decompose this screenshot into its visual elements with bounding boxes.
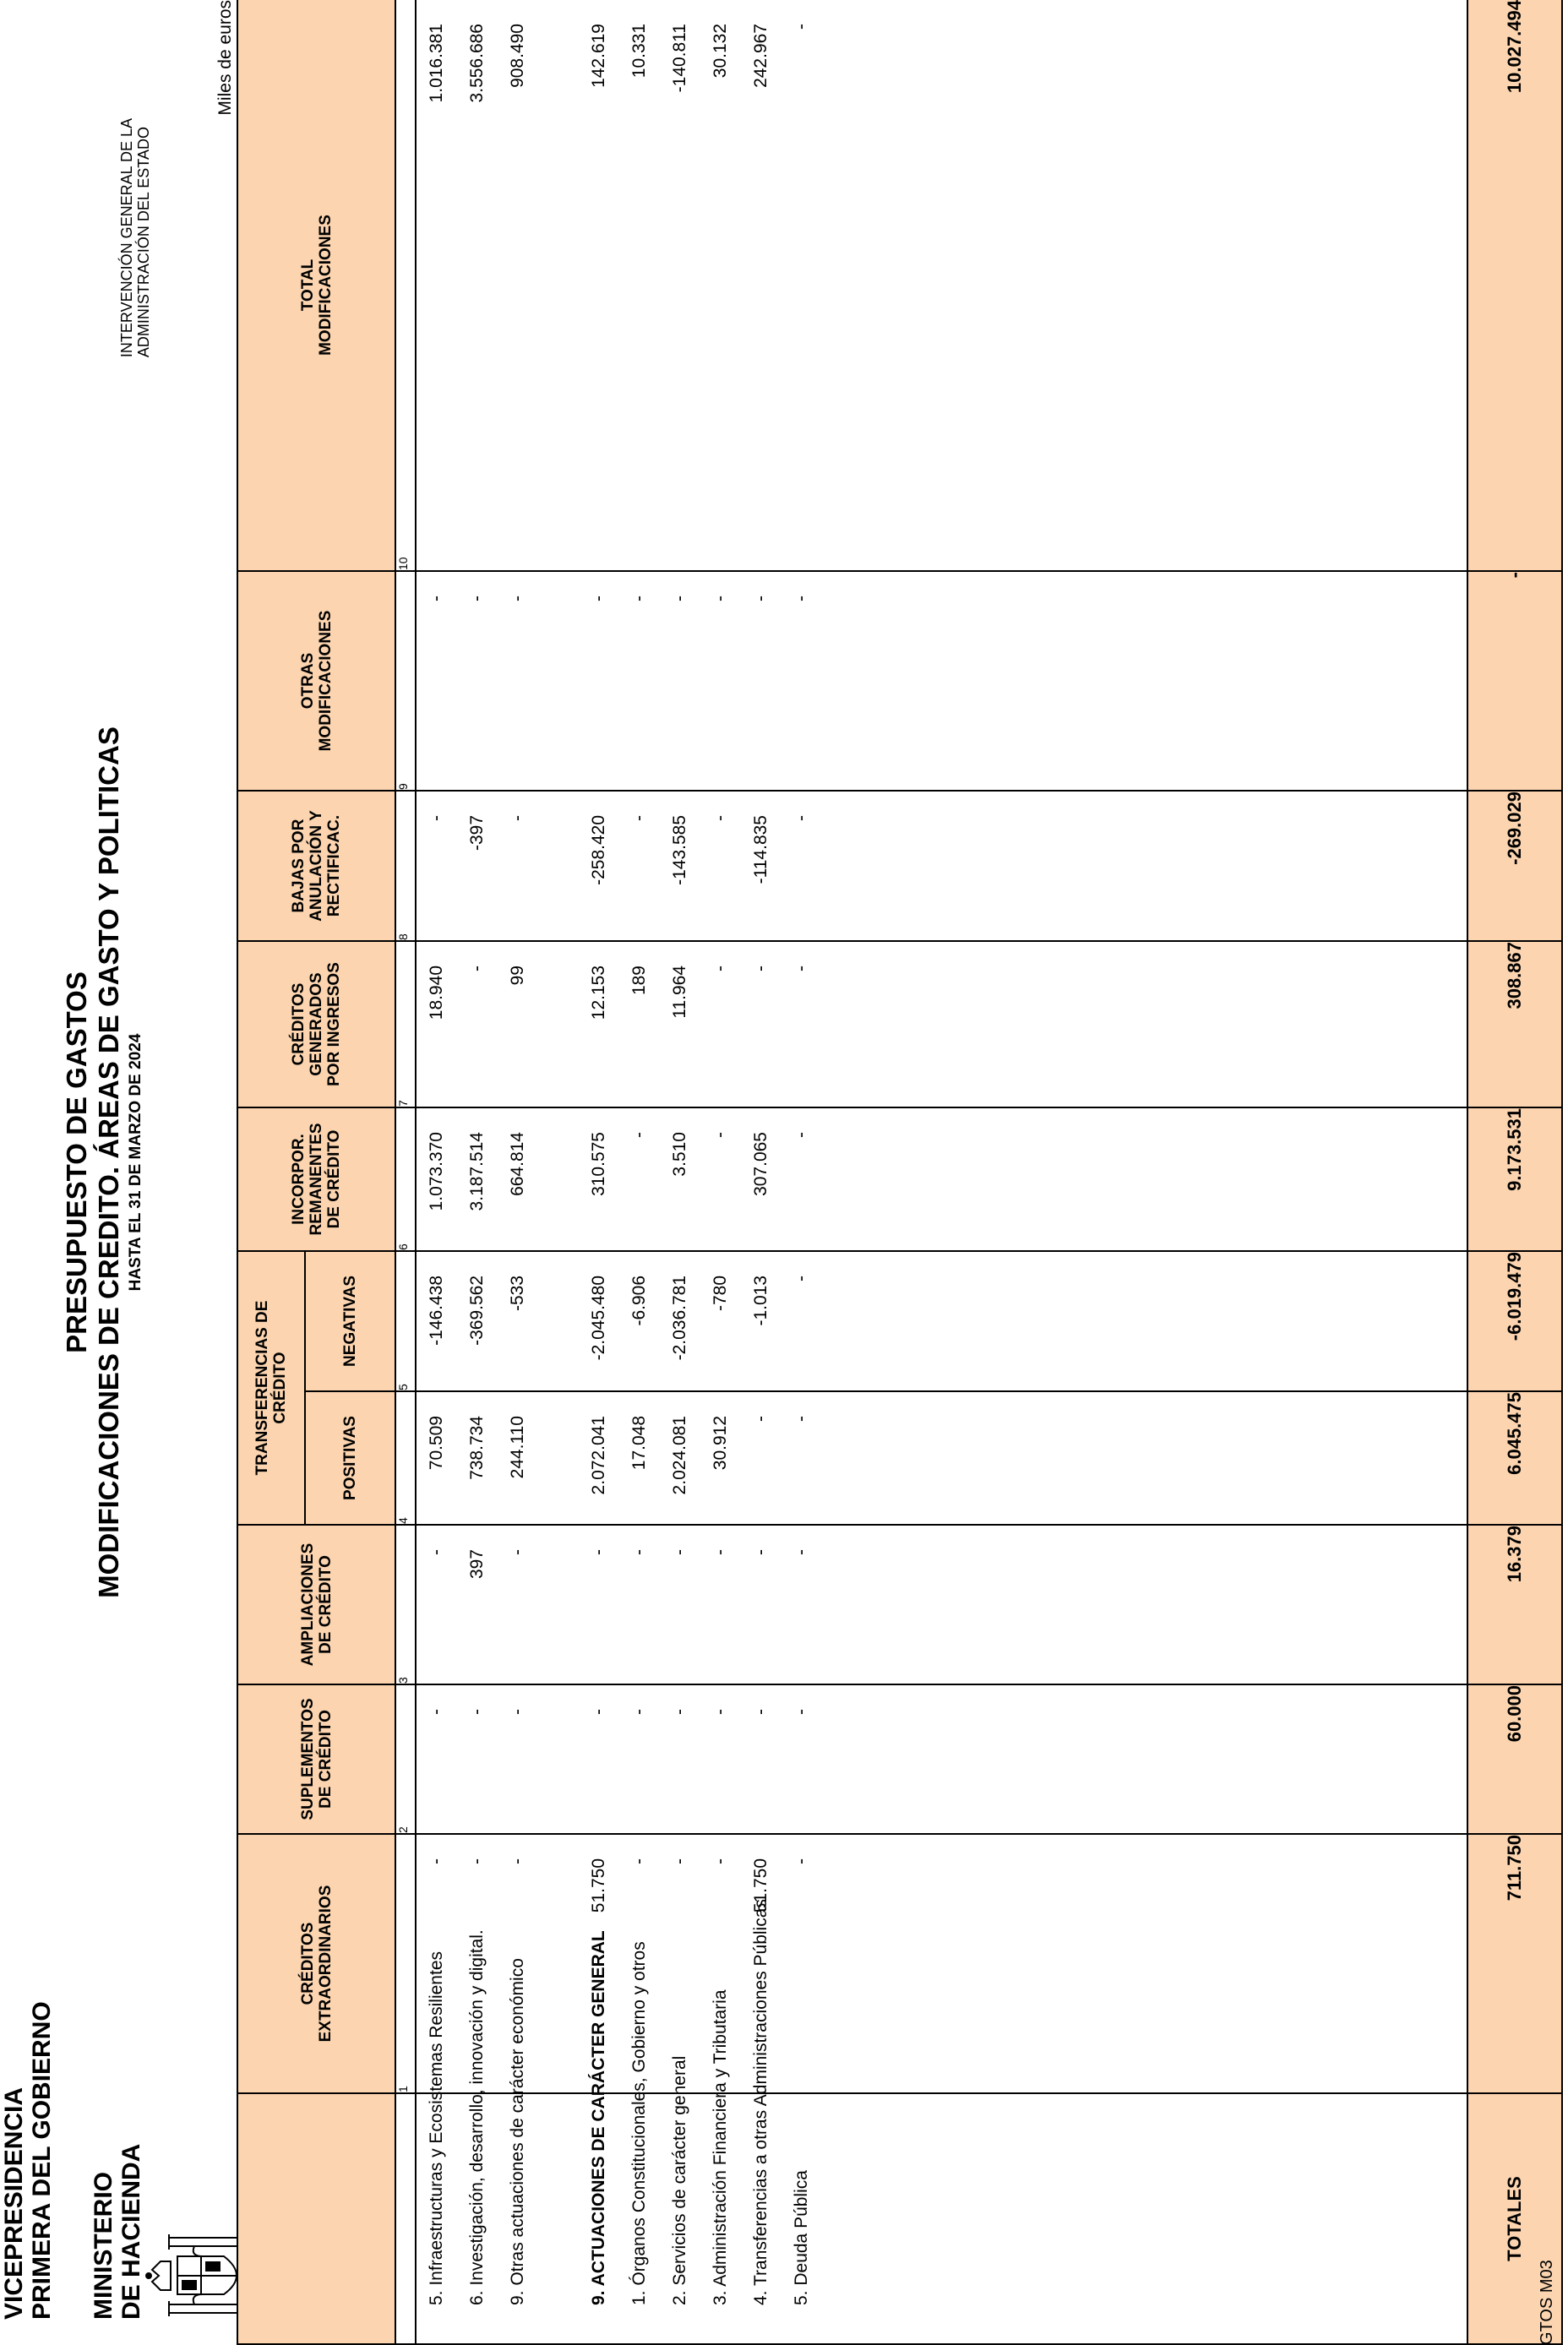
row-label: 5. Infraestructuras y Ecosistemas Resilientes — [427, 1951, 446, 2305]
header-label-column — [237, 2093, 395, 2344]
row-value: - — [751, 1416, 770, 1422]
row-value: - — [427, 815, 446, 821]
column-number: 9 — [395, 571, 416, 791]
column-number: 7 — [395, 941, 416, 1107]
row-value — [538, 1835, 579, 2092]
row-value: 2.024.081 — [670, 1416, 689, 1495]
igae-line2: ADMINISTRACIÓN DEL ESTADO — [135, 127, 152, 358]
column-number: 2 — [395, 1684, 416, 1834]
row-value: 397 — [467, 1549, 487, 1580]
row-value: - — [792, 1549, 811, 1555]
total-value: 10.027.494 — [1467, 0, 1562, 571]
row-value — [538, 572, 579, 790]
row-value: -258.420 — [589, 815, 608, 885]
row-value: - — [467, 596, 487, 601]
header-transferencias: TRANSFERENCIAS DE CRÉDITO — [237, 1251, 305, 1525]
total-value: 60.000 — [1467, 1684, 1562, 1834]
header-otras: OTRAS MODIFICACIONES — [237, 571, 395, 791]
values-col-4 — [416, 1391, 1467, 1525]
row-value: 51.750 — [751, 1858, 770, 1913]
row-value: - — [751, 1709, 770, 1715]
row-value — [538, 1392, 579, 1524]
row-value: 11.964 — [670, 966, 689, 1019]
row-value: -397 — [467, 815, 487, 851]
row-value: - — [427, 1709, 446, 1715]
column-number: 5 — [395, 1251, 416, 1391]
values-col-5 — [416, 1251, 1467, 1391]
row-value: - — [467, 966, 487, 971]
row-value: -140.811 — [670, 24, 689, 93]
row-value: - — [629, 596, 649, 601]
column-number: 8 — [395, 791, 416, 941]
row-value: - — [710, 966, 730, 971]
row-label: 5. Deuda Pública — [792, 2170, 811, 2305]
row-value — [538, 0, 579, 570]
row-value: 10.331 — [629, 24, 649, 79]
row-value: 30.912 — [710, 1416, 730, 1471]
row-value: 1.073.370 — [427, 1132, 446, 1211]
column-number: 1 — [395, 1834, 416, 2093]
row-value: 51.750 — [589, 1858, 608, 1913]
total-value: 6.045.475 — [1467, 1391, 1562, 1525]
row-value: - — [751, 966, 770, 971]
document-date: HASTA EL 31 DE MARZO DE 2024 — [127, 1033, 144, 1292]
row-value: 664.814 — [508, 1132, 527, 1196]
row-value: - — [710, 596, 730, 601]
row-value: - — [670, 1549, 689, 1555]
row-value: - — [427, 1549, 446, 1555]
row-value: 3.556.686 — [467, 24, 487, 103]
header-total: TOTAL MODIFICACIONES — [237, 0, 395, 571]
row-value: - — [792, 1858, 811, 1864]
header-incorporaciones: INCORPOR. REMANENTES DE CRÉDITO — [237, 1107, 395, 1251]
row-value: 908.490 — [508, 24, 527, 88]
row-value: - — [629, 1549, 649, 1555]
row-value: 310.575 — [589, 1132, 608, 1196]
org-line2: PRIMERA DEL GOBIERNO — [28, 2001, 56, 2320]
totals-row — [1467, 0, 1562, 2344]
igae-line1: INTERVENCIÓN GENERAL DE LA — [118, 118, 135, 358]
values-col-6 — [416, 1107, 1467, 1251]
row-value: - — [467, 1858, 487, 1864]
row-value: -533 — [508, 1276, 527, 1312]
row-value: - — [792, 1709, 811, 1715]
row-value: 244.110 — [508, 1416, 527, 1479]
row-value: - — [508, 815, 527, 821]
row-value: - — [629, 1132, 649, 1138]
row-value — [538, 942, 579, 1107]
row-value: - — [751, 1549, 770, 1555]
row-value: - — [427, 596, 446, 601]
row-label: 1. Órganos Constitucionales, Gobierno y otros — [629, 1941, 649, 2305]
row-value: - — [792, 1276, 811, 1281]
row-label: 9. Otras actuaciones de carácter económico — [508, 1958, 527, 2305]
row-value: 18.940 — [427, 966, 446, 1020]
row-value: 142.619 — [589, 24, 608, 88]
total-value: - — [1467, 571, 1562, 791]
row-value: -1.013 — [751, 1276, 770, 1326]
row-value: 12.153 — [589, 966, 608, 1020]
row-value: 70.509 — [427, 1416, 446, 1471]
row-value: -143.585 — [670, 815, 689, 885]
total-value: -269.029 — [1467, 791, 1562, 941]
column-number-blank — [395, 2093, 416, 2344]
header-negativas: NEGATIVAS — [305, 1251, 395, 1391]
row-label: 4. Transferencias a otras Administraciones Públicas — [751, 1899, 770, 2305]
row-value: - — [710, 1132, 730, 1138]
row-value: 307.065 — [751, 1132, 770, 1196]
row-value: - — [710, 1858, 730, 1864]
row-value: 17.048 — [629, 1416, 649, 1471]
org-line1: VICEPRESIDENCIA — [0, 2087, 28, 2320]
row-value: - — [710, 815, 730, 821]
row-value: 30.132 — [710, 24, 730, 79]
row-value: - — [508, 596, 527, 601]
row-value: - — [670, 1709, 689, 1715]
row-value: 189 — [629, 966, 649, 996]
row-value: -6.906 — [629, 1276, 649, 1326]
document-title: PRESUPUESTO DE GASTOS — [61, 971, 92, 1353]
ministry-line1: MINISTERIO — [90, 2171, 117, 2320]
row-value: 2.072.041 — [589, 1416, 608, 1495]
values-col-9 — [416, 571, 1467, 791]
total-value: 9.173.531 — [1467, 1107, 1562, 1251]
row-value: -114.835 — [751, 815, 770, 884]
row-value — [538, 1526, 579, 1684]
document-subtitle: MODIFICACIONES DE CREDITO. ÁREAS DE GASTO Y POLITICAS — [93, 726, 124, 1598]
row-labels-cell — [416, 1899, 1467, 2344]
row-value: - — [589, 596, 608, 601]
row-value: - — [467, 1709, 487, 1715]
row-value: 99 — [508, 966, 527, 986]
row-value: 3.187.514 — [467, 1132, 487, 1211]
row-value: - — [792, 596, 811, 601]
row-value: - — [508, 1549, 527, 1555]
total-value: -6.019.479 — [1467, 1251, 1562, 1391]
row-value: -369.562 — [467, 1276, 487, 1346]
row-value: - — [589, 1549, 608, 1555]
total-value: 16.379 — [1467, 1525, 1562, 1684]
row-value — [538, 792, 579, 940]
row-value: - — [710, 1709, 730, 1715]
row-value: 738.734 — [467, 1416, 487, 1480]
header-creditos-generados: CRÉDITOS GENERADOS POR INGRESOS — [237, 941, 395, 1107]
values-col-1 — [416, 1834, 1467, 2093]
modifications-table — [237, 0, 1563, 2345]
row-value: -2.045.480 — [589, 1276, 608, 1361]
footer-code: GTOS M03 — [1538, 2260, 1556, 2345]
row-value: - — [670, 596, 689, 601]
row-value: - — [670, 1858, 689, 1864]
row-value: - — [751, 596, 770, 601]
column-number: 10 — [395, 0, 416, 571]
row-value: - — [792, 1416, 811, 1422]
row-value: - — [792, 24, 811, 30]
row-value: - — [792, 1132, 811, 1138]
row-value: - — [629, 1709, 649, 1715]
row-spacer — [538, 2094, 579, 2343]
column-number: 6 — [395, 1107, 416, 1251]
values-col-8 — [416, 791, 1467, 941]
row-value: - — [629, 815, 649, 821]
row-value: -146.438 — [427, 1276, 446, 1346]
row-value — [538, 1108, 579, 1250]
row-value: -2.036.781 — [670, 1276, 689, 1361]
organization-header — [0, 2001, 145, 2320]
igae-header — [118, 118, 152, 357]
header-creditos-extraordinarios: CRÉDITOS EXTRAORDINARIOS — [237, 1834, 395, 2093]
column-number: 4 — [395, 1391, 416, 1525]
row-value: 242.967 — [751, 24, 770, 88]
total-value: 308.867 — [1467, 941, 1562, 1107]
row-label: 2. Servicios de carácter general — [670, 2055, 689, 2305]
header-ampliaciones: AMPLIACIONES DE CRÉDITO — [237, 1525, 395, 1684]
row-value: -780 — [710, 1276, 730, 1312]
row-value: 3.510 — [670, 1132, 689, 1177]
row-value: - — [508, 1709, 527, 1715]
row-value: - — [629, 1858, 649, 1864]
row-value: - — [710, 1549, 730, 1555]
row-value: - — [427, 1858, 446, 1864]
units-label: Miles de euros — [215, 0, 235, 116]
header-suplementos: SUPLEMENTOS DE CRÉDITO — [237, 1684, 395, 1834]
row-value: - — [792, 966, 811, 971]
row-value: - — [508, 1858, 527, 1864]
values-col-2 — [416, 1684, 1467, 1834]
row-label: 6. Investigación, desarrollo, innovación y digital. — [467, 1929, 487, 2305]
column-number: 3 — [395, 1525, 416, 1684]
row-label: 3. Administración Financiera y Tributaria — [710, 1989, 730, 2305]
ministry-line2: DE HACIENDA — [117, 2143, 145, 2320]
header-positivas: POSITIVAS — [305, 1391, 395, 1525]
values-col-7 — [416, 941, 1467, 1107]
row-label: 9. ACTUACIONES DE CARÁCTER GENERAL — [589, 1930, 608, 2305]
row-value: - — [792, 815, 811, 821]
row-value: - — [589, 1709, 608, 1715]
totals-label: TOTALES — [1467, 2093, 1562, 2344]
row-value — [538, 1252, 579, 1390]
values-col-3 — [416, 1525, 1467, 1684]
header-bajas: BAJAS POR ANULACIÓN Y RECTIFICAC. — [237, 791, 395, 941]
row-value: 1.016.381 — [427, 24, 446, 103]
total-value: 711.750 — [1467, 1834, 1562, 2093]
values-col-10 — [416, 0, 1467, 571]
row-value — [538, 1685, 579, 1833]
